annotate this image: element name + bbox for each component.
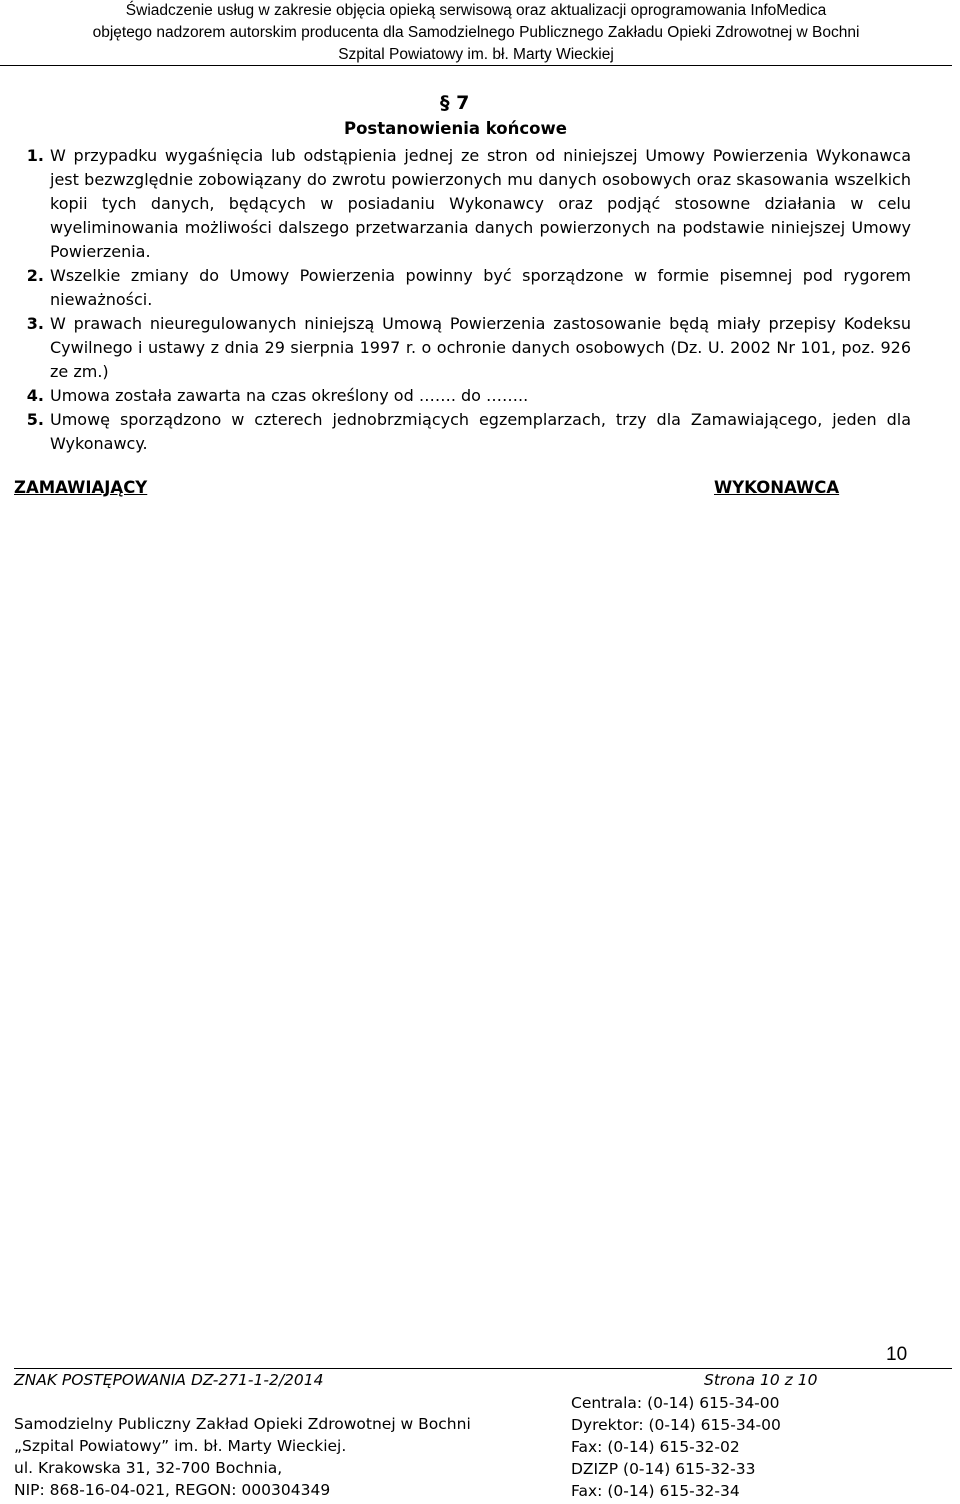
paragraph-number: 1. (26, 146, 44, 165)
address: ul. Krakowska 31, 32-700 Bochnia, (14, 1459, 283, 1477)
paragraph-3 (26, 312, 911, 384)
paragraph-text: W prawach nieuregulowanych niniejszą Umową Powierzenia zastosowanie będą miały przepisy Kodeksu Cywilnego i ustawy z dnia 29 sierpnia 1997 r. o ochronie danych osobowych (Dz. U. 2002 Nr 101, poz. 926 ze zm.) (50, 314, 911, 381)
hospital-name: „Szpital Powiatowy” im. bł. Marty Wieckiej. (14, 1437, 347, 1455)
header-line-1: Świadczenie usług w zakresie objęcia opieką serwisową oraz aktualizacji oprogramowania InfoMedica (125, 2, 827, 19)
paragraph-4 (26, 384, 911, 408)
page-header (0, 0, 952, 66)
case-number: ZNAK POSTĘPOWANIA DZ-271-1-2/2014 (14, 1371, 324, 1389)
signature-contractor: WYKONAWCA (714, 478, 840, 497)
phone-dyrektor: Dyrektor: (0-14) 615-34-00 (571, 1416, 781, 1434)
paragraph-text: Wszelkie zmiany do Umowy Powierzenia powinny być sporządzone w formie pisemnej pod rygorem nieważności. (50, 266, 911, 309)
paragraph-2 (26, 264, 911, 312)
paragraph-5 (26, 408, 911, 456)
paragraph-text: Umowę sporządzono w czterech jednobrzmiących egzemplarzach, trzy dla Zamawiającego, jeden dla Wykonawcy. (50, 410, 911, 453)
paragraph-text: W przypadku wygaśnięcia lub odstąpienia jednej ze stron od niniejszej Umowy Powierzenia Wykonawca jest bezwzględnie zobowiązany do zwrotu powierzonych mu danych osobowych oraz skasowania wszelkich kopii tych danych, będących w posiadaniu Wykonawcy oraz podjąć stosowne działania w celu wyeliminowania możliwości dalszego przetwarzania danych powierzonych na podstawie niniejszej Umowy Powierzenia. (50, 146, 911, 261)
paragraph-text: Umowa została zawarta na czas określony od ……. do …….. (50, 386, 529, 405)
header-line-2: objętego nadzorem autorskim producenta dla Samodzielnego Publicznego Zakładu Opieki Zdrowotnej w Bochni (92, 24, 860, 41)
header-line-3: Szpital Powiatowy im. bł. Marty Wieckiej (338, 46, 614, 63)
section-title: Postanowienia końcowe (344, 119, 567, 138)
paragraph-1 (26, 144, 911, 264)
paragraph-number: 4. (26, 386, 44, 405)
section-number: § 7 (440, 92, 470, 114)
page-of: Strona 10 z 10 (704, 1371, 818, 1389)
page-footer (14, 1368, 952, 1504)
org-name: Samodzielny Publiczny Zakład Opieki Zdrowotnej w Bochni (14, 1415, 471, 1433)
paragraph-number: 5. (26, 410, 44, 429)
phone-dzizp: DZIZP (0-14) 615-32-33 (571, 1460, 756, 1478)
tax-ids: NIP: 868-16-04-021, REGON: 000304349 (14, 1481, 331, 1499)
phone-centrala: Centrala: (0-14) 615-34-00 (571, 1394, 780, 1412)
fax-2: Fax: (0-14) 615-32-34 (571, 1482, 740, 1500)
page-number: 10 (886, 1344, 908, 1365)
signature-contracting-party: ZAMAWIAJĄCY (14, 478, 148, 497)
fax-1: Fax: (0-14) 615-32-02 (571, 1438, 740, 1456)
paragraph-number: 3. (26, 314, 44, 333)
paragraph-number: 2. (26, 266, 44, 285)
